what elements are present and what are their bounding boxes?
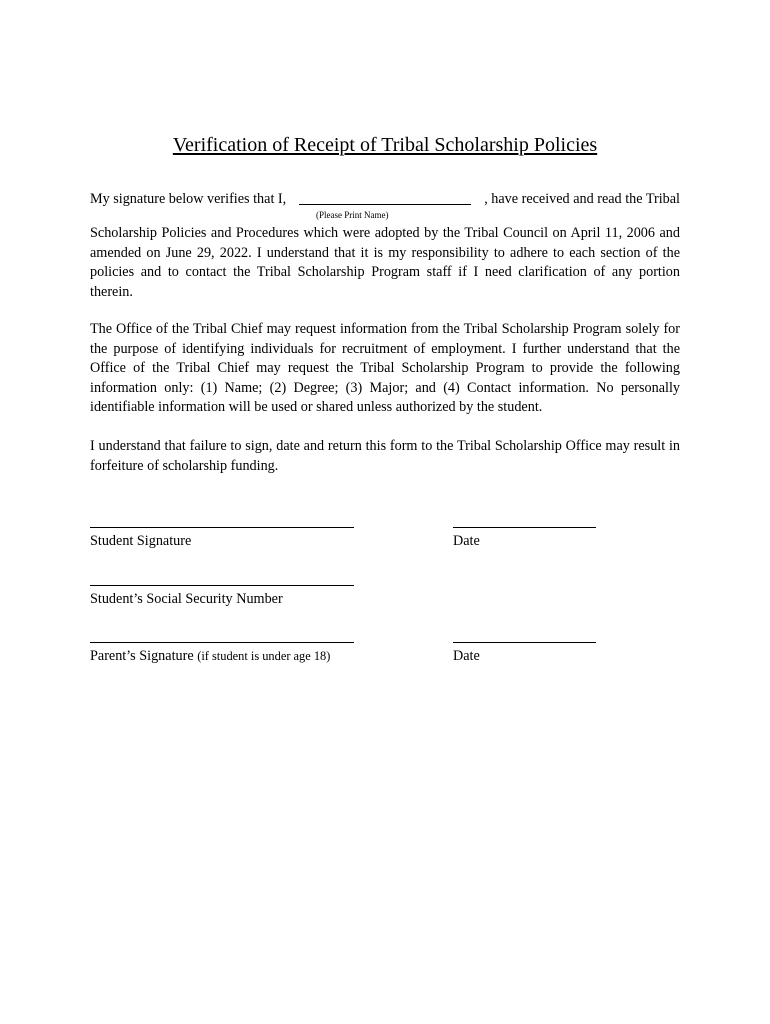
parent-date-line[interactable]: [453, 642, 596, 643]
parent-signature-note: (if student is under age 18): [197, 649, 331, 663]
ssn-label: Student’s Social Security Number: [90, 591, 283, 607]
intro-prefix: My signature below verifies that I,: [90, 191, 287, 207]
student-date-line[interactable]: [453, 527, 596, 528]
ssn-line[interactable]: [90, 585, 354, 586]
parent-date-label: Date: [453, 648, 480, 664]
student-signature-line[interactable]: [90, 527, 354, 528]
intro-line: [90, 190, 680, 210]
policy-paragraph-1: Scholarship Policies and Procedures which were adopted by the Tribal Council on April 11, 2006 and amended on June 29, 2022. I understand that it is my responsibility to adhere to each section of the policies and to contact the Tribal Scholarship Program staff if I need clarification of any portion therein.: [90, 225, 680, 300]
student-date-label: Date: [453, 533, 480, 549]
parent-signature-label-group: [90, 648, 330, 665]
parent-signature-label: Parent’s Signature: [90, 648, 194, 664]
parent-signature-line[interactable]: [90, 642, 354, 643]
print-name-caption: (Please Print Name): [316, 210, 389, 220]
document-title: Verification of Receipt of Tribal Scholarship Policies: [172, 134, 598, 156]
print-name-field[interactable]: [299, 190, 471, 205]
student-signature-label: Student Signature: [90, 533, 192, 549]
intro-suffix: , have received and read the Tribal: [484, 191, 680, 207]
policy-paragraph-2: The Office of the Tribal Chief may request information from the Tribal Scholarship Program solely for the purpose of identifying individuals for recruitment of employment. I further understand that the Office of the Tribal Chief may request the Tribal Scholarship Program to provide the following information only: (1) Name; (2) Degree; (3) Major; and (4) Contact information. No personally identifiable information will be used or shared unless authorized by the student.: [90, 321, 680, 416]
policy-paragraph-3: I understand that failure to sign, date and return this form to the Tribal Scholarship Office may result in forfeiture of scholarship funding.: [90, 438, 680, 474]
